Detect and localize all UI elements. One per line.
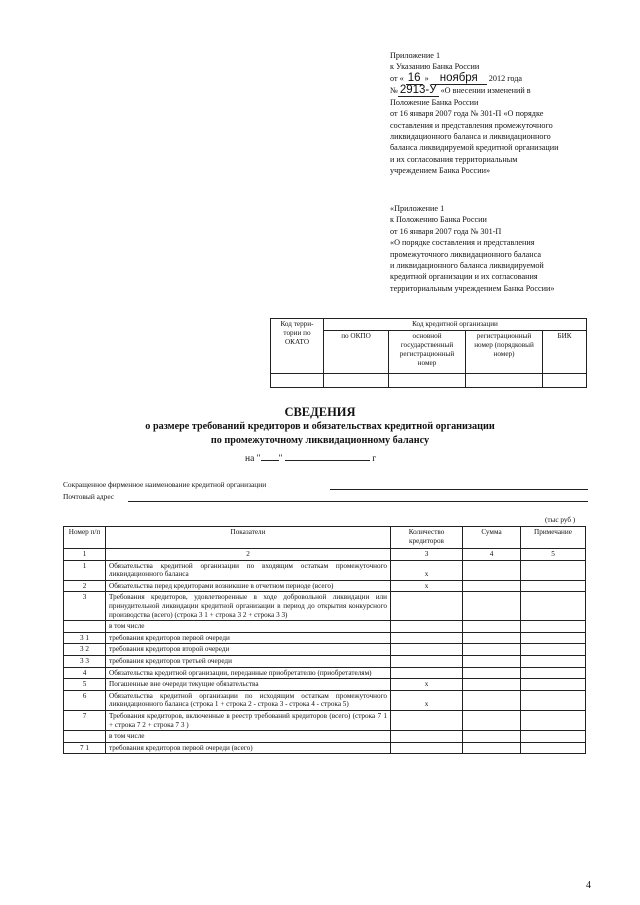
row-number: 5 bbox=[64, 679, 106, 691]
row-indicator: требования кредиторов первой очереди (всего) bbox=[106, 742, 391, 754]
column-number: 4 bbox=[463, 549, 521, 561]
appendix-1-line: составления и представления промежуточного bbox=[390, 120, 553, 130]
short-name-label: Сокращенное фирменное наименование кредитной организации bbox=[63, 480, 267, 489]
appendix-2-line: к Положению Банка России bbox=[390, 215, 487, 225]
row-number: 2 bbox=[64, 580, 106, 592]
column-number: 1 bbox=[64, 549, 106, 561]
row-number: 3 2 bbox=[64, 644, 106, 656]
table-row bbox=[64, 580, 586, 592]
table-row bbox=[64, 655, 586, 667]
table-row bbox=[64, 667, 586, 679]
date-year-label: г bbox=[372, 454, 377, 464]
row-indicator: Требования кредиторов, включенные в реестр требований кредиторов (всего) (строка 7 1 + строка 7 2 + строка 7 3 ) bbox=[106, 710, 391, 730]
row-number: 7 1 bbox=[64, 742, 106, 754]
credit-org-code-header: Код кредитной организации bbox=[324, 319, 587, 331]
row-note[interactable] bbox=[521, 731, 586, 743]
date-month-handwritten: ноября bbox=[431, 73, 487, 85]
header-row bbox=[64, 527, 586, 549]
row-qty: x bbox=[391, 690, 463, 710]
row-note[interactable] bbox=[521, 580, 586, 592]
row-qty bbox=[391, 655, 463, 667]
date-mid: » bbox=[424, 73, 429, 83]
row-note[interactable] bbox=[521, 690, 586, 710]
table-row bbox=[64, 679, 586, 691]
appendix-2-line: «Приложение 1 bbox=[390, 204, 445, 213]
row-note[interactable] bbox=[521, 560, 586, 580]
row-sum[interactable] bbox=[463, 580, 521, 592]
number-prefix: № bbox=[390, 85, 398, 95]
date-quote: " bbox=[278, 454, 283, 464]
document-heading bbox=[60, 405, 580, 448]
okato-cell[interactable] bbox=[271, 374, 324, 388]
row-note[interactable] bbox=[521, 679, 586, 691]
ogrn-cell[interactable] bbox=[389, 374, 466, 388]
row-indicator: Обязательства перед кредиторами возникшие в отчетном периоде (всего) bbox=[106, 580, 391, 592]
appendix-1-number-line bbox=[390, 85, 605, 97]
row-number: 7 bbox=[64, 710, 106, 730]
okpo-header: по ОКПО bbox=[324, 331, 389, 374]
table-row bbox=[64, 632, 586, 644]
row-qty bbox=[391, 644, 463, 656]
heading-line: о размере требований кредиторов и обязательствах кредитной организации bbox=[145, 421, 495, 432]
table-row bbox=[64, 592, 586, 621]
row-sum[interactable] bbox=[463, 742, 521, 754]
row-qty bbox=[391, 731, 463, 743]
table-row bbox=[64, 621, 586, 633]
row-sum[interactable] bbox=[463, 667, 521, 679]
number-suffix: «О внесении изменений в bbox=[440, 85, 531, 95]
row-qty bbox=[391, 632, 463, 644]
row-qty bbox=[391, 667, 463, 679]
short-name-line[interactable] bbox=[330, 489, 588, 490]
row-sum[interactable] bbox=[463, 632, 521, 644]
table-row bbox=[64, 731, 586, 743]
heading-line: по промежуточному ликвидационному балансу bbox=[210, 435, 430, 446]
appendix-1-line: Положение Банка России bbox=[390, 97, 479, 107]
bik-header: БИК bbox=[543, 331, 587, 374]
row-indicator: в том числе bbox=[106, 731, 391, 743]
appendix-2-line: территориальным учреждением Банка России» bbox=[390, 283, 555, 293]
row-qty bbox=[391, 710, 463, 730]
table-row bbox=[64, 644, 586, 656]
row-number: 1 bbox=[64, 560, 106, 580]
date-prefix: от « bbox=[390, 73, 404, 83]
row-indicator: требования кредиторов второй очереди bbox=[106, 644, 391, 656]
appendix-2-line: кредитной организации и их согласования bbox=[390, 272, 538, 282]
row-sum[interactable] bbox=[463, 690, 521, 710]
row-number bbox=[64, 731, 106, 743]
row-sum[interactable] bbox=[463, 621, 521, 633]
column-header: Примечание bbox=[521, 527, 586, 549]
appendix-2-line: «О порядке составления и представления bbox=[390, 238, 535, 248]
row-qty bbox=[391, 592, 463, 621]
row-indicator: Требования кредиторов, удовлетворенные в ходе добровольной ликвидации или принудительной ликвидации кредитной организации в период до открытия конкурсного производства (всего) (строка 3 1 + строка 3 2 + строка 3 3) bbox=[106, 592, 391, 621]
row-sum[interactable] bbox=[463, 560, 521, 580]
date-day-handwritten: 16 bbox=[407, 71, 421, 84]
appendix-1-date-line bbox=[390, 73, 605, 85]
row-note[interactable] bbox=[521, 667, 586, 679]
reg-number-cell[interactable] bbox=[466, 374, 543, 388]
appendix-1-line: и их согласования территориальным bbox=[390, 154, 518, 164]
date-day-blank[interactable] bbox=[261, 451, 279, 461]
row-indicator: Обязательства кредитной организации, переданные приобретателю (приобретателям) bbox=[106, 667, 391, 679]
row-note[interactable] bbox=[521, 621, 586, 633]
row-note[interactable] bbox=[521, 710, 586, 730]
row-sum[interactable] bbox=[463, 644, 521, 656]
number-handwritten: 2913-У bbox=[399, 83, 437, 96]
appendix-1-line: учреждением Банка России» bbox=[390, 166, 491, 176]
table-row bbox=[64, 710, 586, 730]
column-header: Сумма bbox=[463, 527, 521, 549]
postal-address-label: Почтовый адрес bbox=[63, 492, 115, 501]
bik-cell[interactable] bbox=[543, 374, 587, 388]
table-row bbox=[64, 690, 586, 710]
ogrn-header: основной государственный регистрационный номер bbox=[389, 331, 466, 374]
date-on-label: на " bbox=[245, 454, 261, 464]
appendix-1-line: к Указанию Банка России bbox=[390, 62, 480, 72]
table-row bbox=[64, 742, 586, 754]
row-note[interactable] bbox=[521, 742, 586, 754]
column-header: Показатели bbox=[106, 527, 391, 549]
row-number: 3 1 bbox=[64, 632, 106, 644]
date-month-blank[interactable] bbox=[285, 451, 370, 461]
column-number: 3 bbox=[391, 549, 463, 561]
row-number bbox=[64, 621, 106, 633]
row-sum[interactable] bbox=[463, 710, 521, 730]
appendix-1-line: Приложение 1 bbox=[390, 51, 441, 60]
reg-number-header: регистрационный номер (порядковый номер) bbox=[466, 331, 543, 374]
row-number: 4 bbox=[64, 667, 106, 679]
row-number: 6 bbox=[64, 690, 106, 710]
row-qty bbox=[391, 742, 463, 754]
main-table bbox=[63, 526, 586, 754]
column-header: Количество кредиторов bbox=[391, 527, 463, 549]
codes-table bbox=[270, 318, 587, 388]
appendix-2-line: от 16 января 2007 года № 301-П bbox=[390, 226, 502, 236]
row-indicator: Обязательства кредитной организации по исходящим остаткам промежуточного ликвидационного баланса (строка 1 + строка 2 - строка 3 - строка 4 - строка 5) bbox=[106, 690, 391, 710]
row-sum[interactable] bbox=[463, 655, 521, 667]
row-number: 3 3 bbox=[64, 655, 106, 667]
appendix-1-line: от 16 января 2007 года № 301-П «О порядке bbox=[390, 109, 544, 119]
okato-header: Код терри-тории по ОКАТО bbox=[271, 319, 324, 374]
row-indicator: требования кредиторов третьей очереди bbox=[106, 655, 391, 667]
column-header: Номер п/п bbox=[64, 527, 106, 549]
appendix-2-line: и ликвидационного баланса ликвидируемой bbox=[390, 261, 544, 271]
row-indicator: требования кредиторов первой очереди bbox=[106, 632, 391, 644]
column-number: 5 bbox=[521, 549, 586, 561]
row-note[interactable] bbox=[521, 644, 586, 656]
postal-address-line[interactable] bbox=[128, 501, 588, 502]
okpo-cell[interactable] bbox=[324, 374, 389, 388]
report-date-line bbox=[245, 451, 376, 464]
row-indicator: Обязательства кредитной организации по входящим остаткам промежуточного ликвидационного баланса bbox=[106, 560, 391, 580]
row-qty: x bbox=[391, 580, 463, 592]
column-number: 2 bbox=[106, 549, 391, 561]
heading-title: СВЕДЕНИЯ bbox=[284, 405, 356, 419]
row-sum[interactable] bbox=[463, 592, 521, 621]
row-note[interactable] bbox=[521, 632, 586, 644]
row-qty: x bbox=[391, 679, 463, 691]
appendix-1-line: ликвидационного баланса и ликвидационного bbox=[390, 132, 551, 142]
row-indicator: в том числе bbox=[106, 621, 391, 633]
row-indicator: Погашенные вне очереди текущие обязательства bbox=[106, 679, 391, 691]
row-number: 3 bbox=[64, 592, 106, 621]
row-sum[interactable] bbox=[463, 731, 521, 743]
row-note[interactable] bbox=[521, 592, 586, 621]
row-sum[interactable] bbox=[463, 679, 521, 691]
unit-label: (тыс руб ) bbox=[545, 516, 576, 524]
row-qty: x bbox=[391, 560, 463, 580]
appendix-2-block bbox=[390, 203, 605, 294]
appendix-1-block bbox=[390, 50, 605, 177]
page-number: 4 bbox=[586, 880, 591, 891]
table-row bbox=[64, 560, 586, 580]
row-note[interactable] bbox=[521, 655, 586, 667]
row-qty bbox=[391, 621, 463, 633]
appendix-2-line: промежуточного ликвидационного баланса bbox=[390, 249, 542, 259]
appendix-1-line: баланса ликвидируемой кредитной организации bbox=[390, 143, 559, 153]
date-year: 2012 года bbox=[488, 73, 523, 83]
column-number-row bbox=[64, 549, 586, 561]
